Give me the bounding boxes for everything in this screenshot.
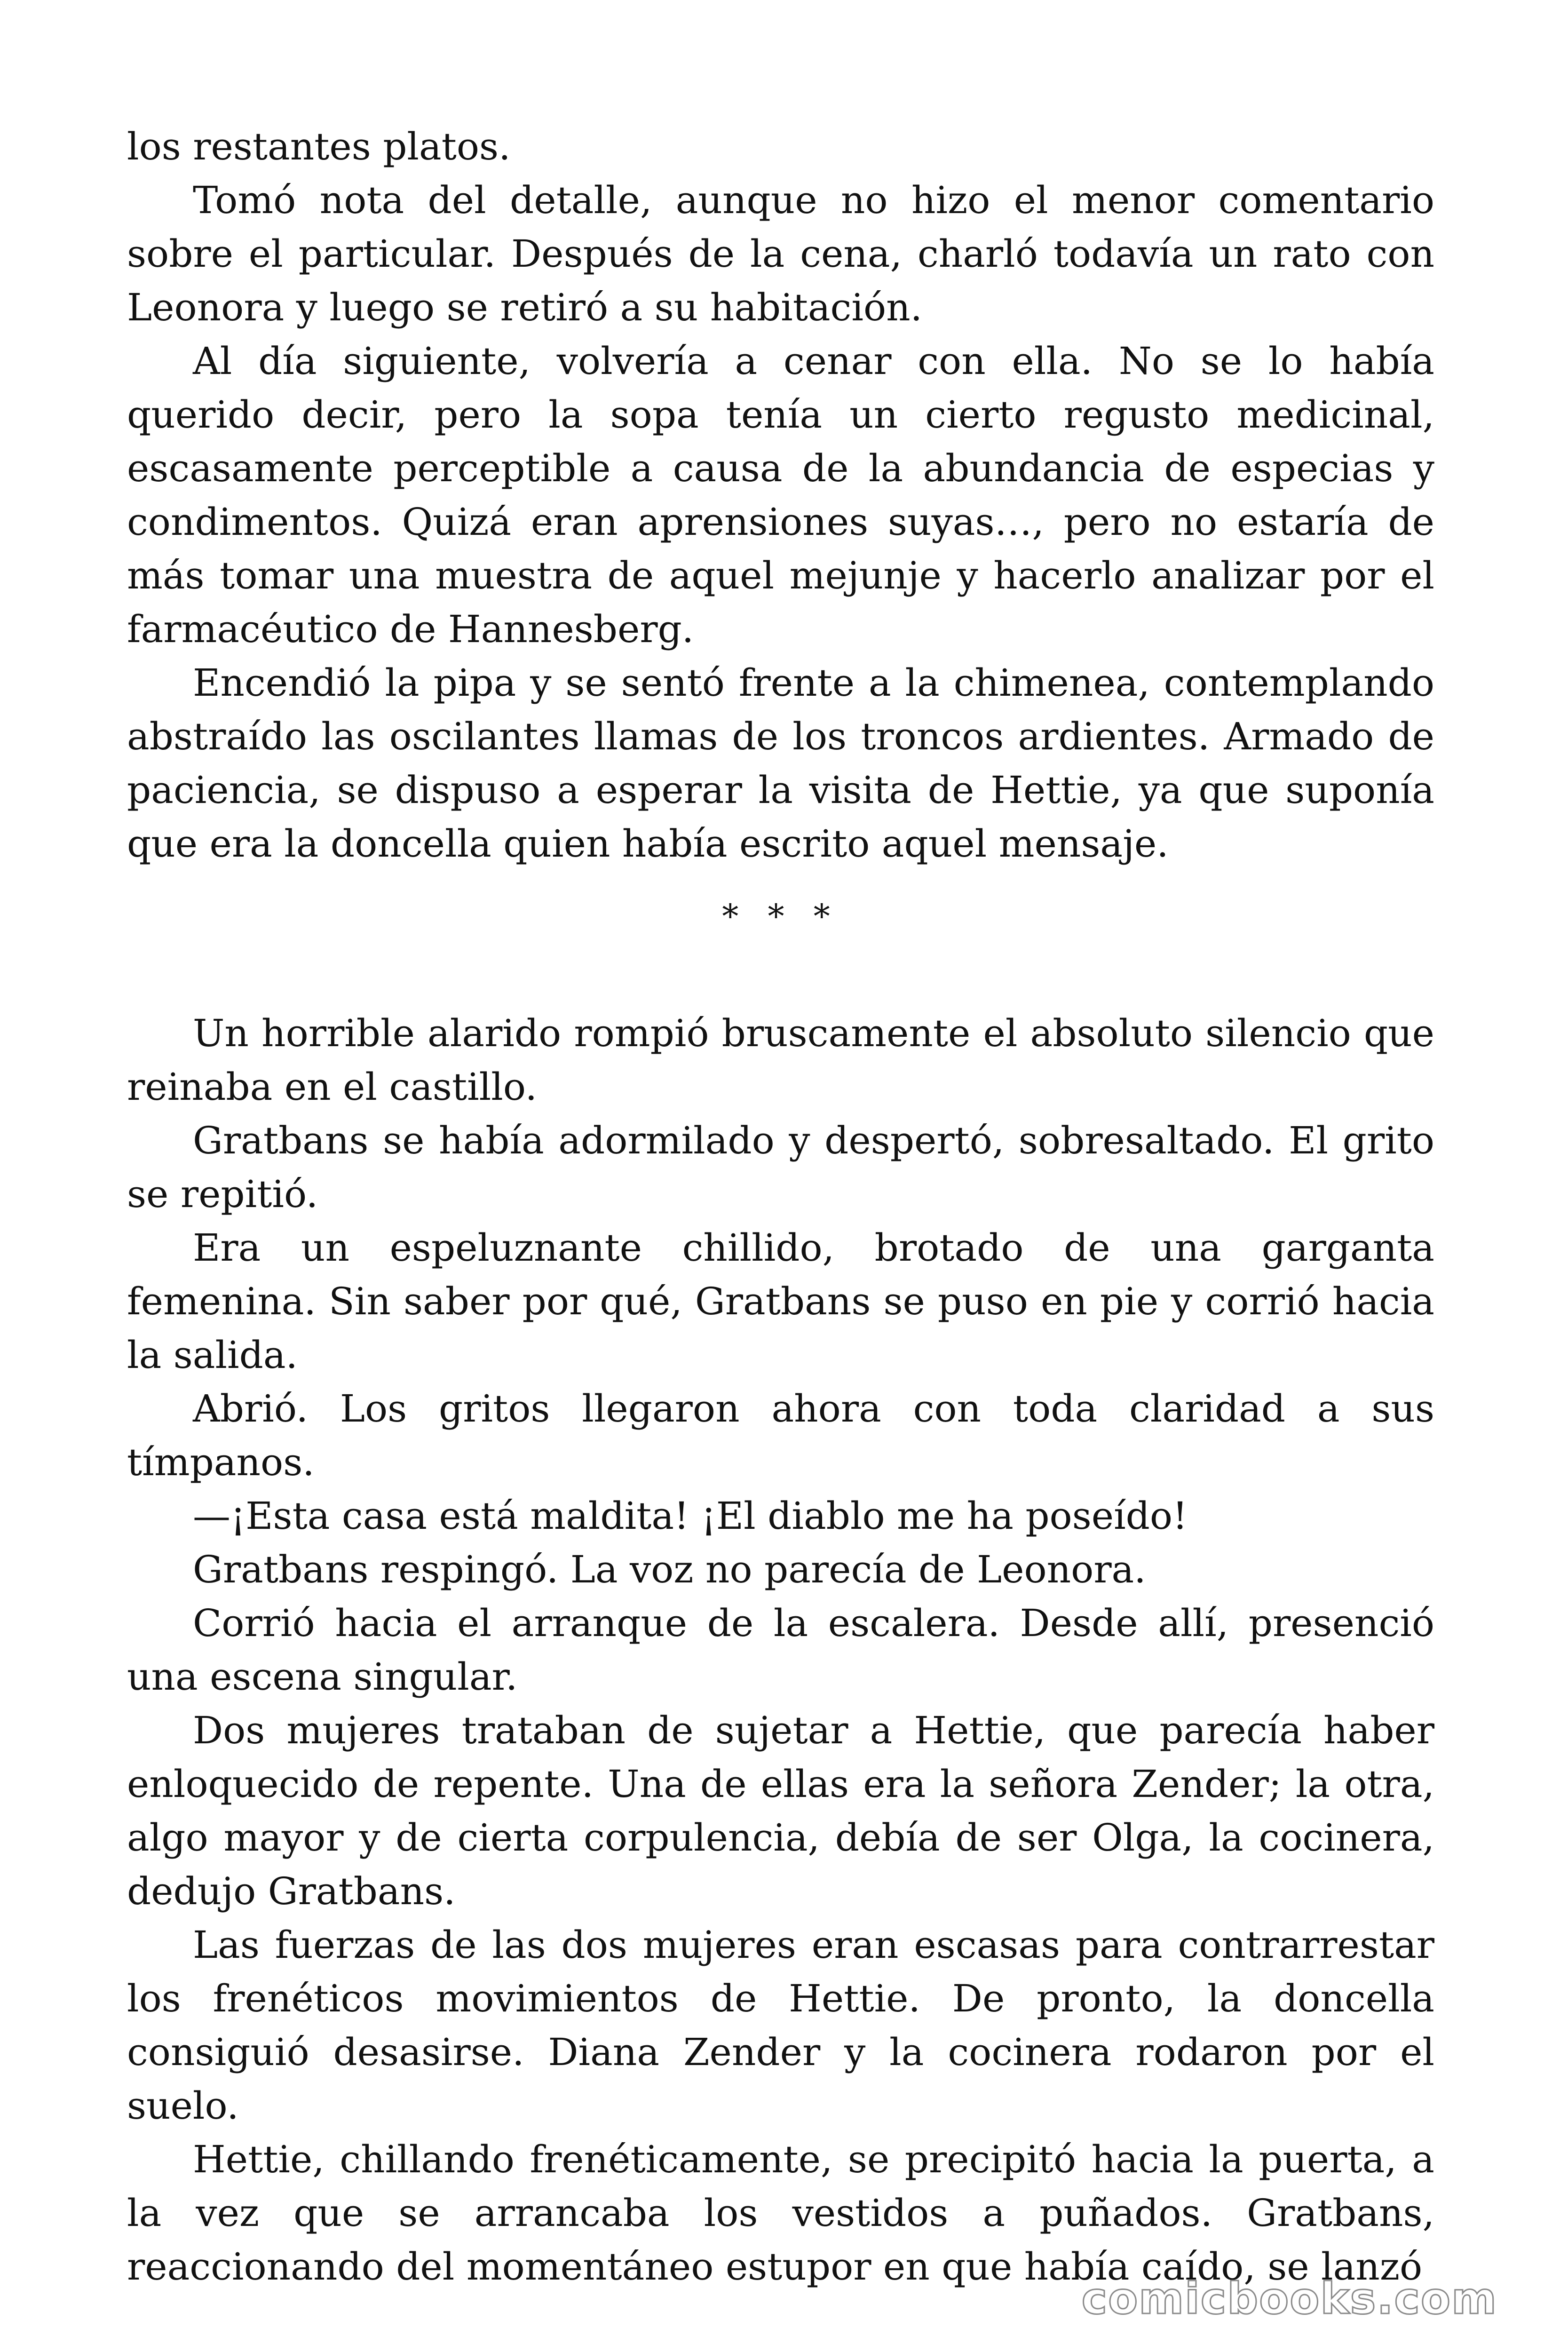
paragraph: Corrió hacia el arranque de la escalera. Desde allí, presenció una escena singular.: [127, 1601, 1434, 1699]
paragraph: Encendió la pipa y se sentó frente a la chimenea, contemplando abstraído las oscilantes llamas de los troncos ardientes. Armado de paciencia, se dispuso a esperar la visita de Hettie, ya que suponía que era la doncella quien había escrito aquel mensaje.: [127, 661, 1434, 866]
paragraph: Abrió. Los gritos llegaron ahora con toda claridad a sus tímpanos.: [127, 1387, 1434, 1484]
section-separator: * * *: [722, 897, 839, 936]
page-text: [127, 120, 1434, 2294]
paragraph: Dos mujeres trataban de sujetar a Hettie, que parecía haber enloquecido de repente. Una de ellas era la señora Zender; la otra, algo mayor y de cierta corpulencia, debía de ser Olga, la cocinera, dedujo Gratbans.: [127, 1708, 1434, 1913]
paragraph: Tomó nota del detalle, aunque no hizo el menor comentario sobre el particular. Después de la cena, charló todavía un rato con Leonora y luego se retiró a su habitación.: [127, 178, 1434, 329]
site-watermark: comicbooks.com: [1081, 2273, 1497, 2324]
paragraph: Gratbans respingó. La voz no parecía de Leonora.: [193, 1548, 1146, 1591]
dialogue-paragraph: —¡Esta casa está maldita! ¡El diablo me ha poseído!: [193, 1494, 1188, 1538]
paragraph: Era un espeluznante chillido, brotado de una garganta femenina. Sin saber por qué, Gratbans se puso en pie y corrió hacia la salida.: [127, 1226, 1434, 1377]
paragraph: Un horrible alarido rompió bruscamente el absoluto silencio que reinaba en el castillo.: [127, 1011, 1434, 1109]
paragraph: Hettie, chillando frenéticamente, se precipitó hacia la puerta, a la vez que se arrancaba los vestidos a puñados. Gratbans, reaccionando del momentáneo estupor en que había caído, se lanzó: [127, 2137, 1434, 2288]
paragraph: Las fuerzas de las dos mujeres eran escasas para contrarrestar los frenéticos movimientos de Hettie. De pronto, la doncella consiguió desasirse. Diana Zender y la cocinera rodaron por el suelo.: [127, 1923, 1434, 2128]
paragraph: los restantes platos.: [127, 125, 511, 168]
paragraph: Gratbans se había adormilado y despertó, sobresaltado. El grito se repitió.: [127, 1119, 1434, 1216]
paragraph: Al día siguiente, volvería a cenar con ella. No se lo había querido decir, pero la sopa tenía un cierto regusto medicinal, escasamente perceptible a causa de la abundancia de especias y condimentos. Quizá eran aprensiones suyas…, pero no estaría de más tomar una muestra de aquel mejunje y hacerlo analizar por el farmacéutico de Hannesberg.: [127, 339, 1434, 651]
